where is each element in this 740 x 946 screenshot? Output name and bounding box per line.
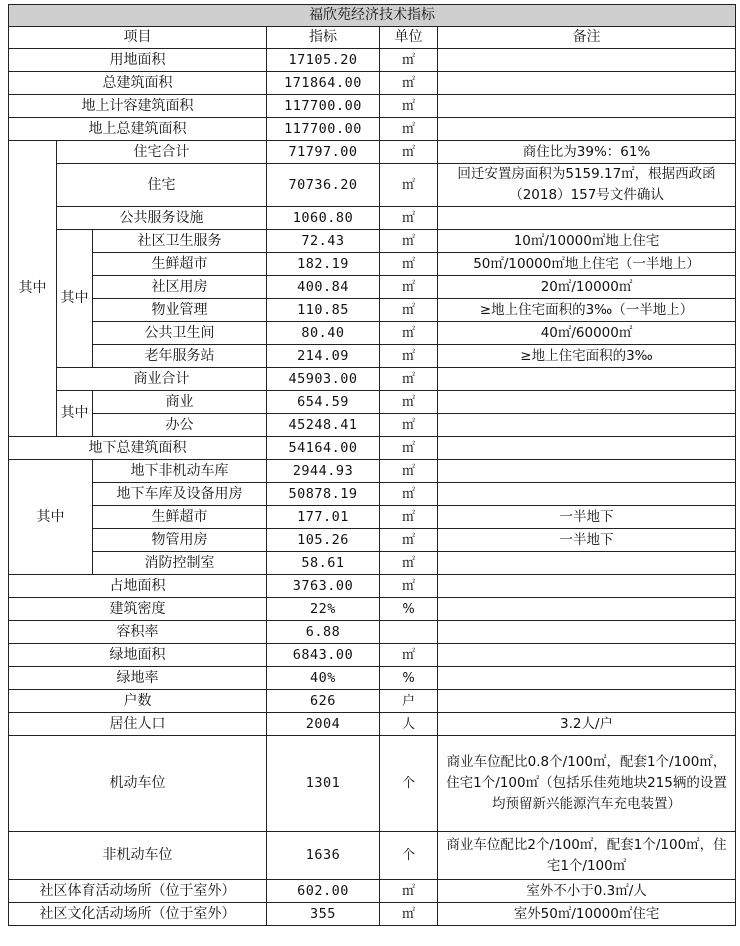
row-label: 住宅合计: [57, 141, 267, 164]
row-note: 20㎡/10000㎡: [438, 276, 736, 299]
row-value: 45248.41: [267, 414, 380, 437]
title-row: [9, 5, 736, 27]
row-value: 105.26: [267, 529, 380, 552]
row-label: 消防控制室: [93, 552, 267, 575]
table-row: [9, 253, 736, 276]
row-note: [438, 72, 736, 95]
row-value: 40%: [267, 667, 380, 690]
table-row: [9, 575, 736, 598]
table-row: [9, 903, 736, 926]
row-label: 办公: [93, 414, 267, 437]
table-row: [9, 552, 736, 575]
row-unit: ㎡: [380, 253, 438, 276]
table-row: [9, 391, 736, 414]
row-unit: ㎡: [380, 903, 438, 926]
row-label: 用地面积: [9, 49, 267, 72]
row-value: 3763.00: [267, 575, 380, 598]
row-value: 117700.00: [267, 95, 380, 118]
row-value: 22%: [267, 598, 380, 621]
row-note: 3.2人/户: [438, 713, 736, 736]
table-row: [9, 506, 736, 529]
table-row: [9, 118, 736, 141]
table-row: [9, 299, 736, 322]
row-value: 71797.00: [267, 141, 380, 164]
row-value: 654.59: [267, 391, 380, 414]
row-unit: ㎡: [380, 141, 438, 164]
row-label: 社区文化活动场所（位于室外）: [9, 903, 267, 926]
row-unit: %: [380, 667, 438, 690]
row-value: 177.01: [267, 506, 380, 529]
row-unit: ㎡: [380, 414, 438, 437]
row-unit: ㎡: [380, 644, 438, 667]
row-label: 绿地面积: [9, 644, 267, 667]
row-note: [438, 437, 736, 460]
table-row: [9, 621, 736, 644]
row-note: ≥地上住宅面积的3‰（一半地上）: [438, 299, 736, 322]
row-label: 老年服务站: [93, 345, 267, 368]
row-note: 40㎡/60000㎡: [438, 322, 736, 345]
row-value: 355: [267, 903, 380, 926]
row-label: 商业: [93, 391, 267, 414]
row-unit: ㎡: [380, 49, 438, 72]
row-note: 一半地下: [438, 506, 736, 529]
row-value: 6843.00: [267, 644, 380, 667]
group-label-public-service: 其中: [57, 230, 93, 368]
header-row: [9, 27, 736, 49]
row-value: 50878.19: [267, 483, 380, 506]
row-label: 住宅: [57, 164, 267, 207]
row-unit: ㎡: [380, 276, 438, 299]
row-value: 214.09: [267, 345, 380, 368]
row-label: 物业管理: [93, 299, 267, 322]
row-unit: 个: [380, 832, 438, 880]
table-row: [9, 345, 736, 368]
row-note: [438, 95, 736, 118]
row-note: 室外50㎡/10000㎡住宅: [438, 903, 736, 926]
row-unit: ㎡: [380, 437, 438, 460]
table-row: [9, 598, 736, 621]
row-label: 地上总建筑面积: [9, 118, 267, 141]
table-row: [9, 207, 736, 230]
row-value: 1301: [267, 736, 380, 832]
row-label: 物管用房: [93, 529, 267, 552]
row-note: 商业车位配比2个/100㎡，配套1个/100㎡，住宅1个/100㎡: [438, 832, 736, 880]
row-note: 一半地下: [438, 529, 736, 552]
row-label: 户数: [9, 690, 267, 713]
table-row: [9, 529, 736, 552]
row-label: 生鲜超市: [93, 506, 267, 529]
row-label: 非机动车位: [9, 832, 267, 880]
row-value: 72.43: [267, 230, 380, 253]
row-unit: ㎡: [380, 95, 438, 118]
row-label: 公共卫生间: [93, 322, 267, 345]
row-unit: ㎡: [380, 72, 438, 95]
table-row: [9, 276, 736, 299]
row-note: [438, 552, 736, 575]
row-label: 占地面积: [9, 575, 267, 598]
row-unit: ㎡: [380, 391, 438, 414]
group-label-underground: 其中: [9, 460, 93, 575]
row-note: [438, 391, 736, 414]
row-unit: ㎡: [380, 575, 438, 598]
row-unit: ㎡: [380, 506, 438, 529]
row-label: 生鲜超市: [93, 253, 267, 276]
row-unit: 个: [380, 736, 438, 832]
row-unit: 户: [380, 690, 438, 713]
row-unit: ㎡: [380, 368, 438, 391]
table-row: [9, 460, 736, 483]
row-note: 室外不小于0.3㎡/人: [438, 880, 736, 903]
row-note: [438, 49, 736, 72]
row-unit: ㎡: [380, 164, 438, 207]
row-label: 容积率: [9, 621, 267, 644]
row-value: 2944.93: [267, 460, 380, 483]
header-unit: 单位: [380, 27, 438, 49]
row-note: [438, 644, 736, 667]
row-unit: 人: [380, 713, 438, 736]
row-unit: ㎡: [380, 230, 438, 253]
header-item: 项目: [9, 27, 267, 49]
row-unit: ㎡: [380, 552, 438, 575]
row-value: 182.19: [267, 253, 380, 276]
row-note: [438, 483, 736, 506]
row-note: [438, 207, 736, 230]
row-note: 商住比为39%：61%: [438, 141, 736, 164]
row-label: 地下非机动车库: [93, 460, 267, 483]
row-note: 50㎡/10000㎡地上住宅（一半地上）: [438, 253, 736, 276]
row-note: [438, 460, 736, 483]
economic-indicators-table: [8, 4, 736, 926]
row-value: 171864.00: [267, 72, 380, 95]
row-note: 商业车位配比0.8个/100㎡，配套1个/100㎡，住宅1个/100㎡（包括乐佳苑地块215辆的设置均预留新兴能源汽车充电装置）: [438, 736, 736, 832]
row-note: [438, 575, 736, 598]
row-value: 45903.00: [267, 368, 380, 391]
row-note: [438, 690, 736, 713]
row-label: 社区用房: [93, 276, 267, 299]
row-value: 54164.00: [267, 437, 380, 460]
row-label: 地下车库及设备用房: [93, 483, 267, 506]
row-label: 社区卫生服务: [93, 230, 267, 253]
row-note: [438, 598, 736, 621]
row-label: 地下总建筑面积: [9, 437, 267, 460]
group-label-above-ground: 其中: [9, 141, 57, 437]
row-unit: ㎡: [380, 483, 438, 506]
table-title: 福欣苑经济技术指标: [9, 5, 736, 27]
table-row: [9, 832, 736, 880]
row-unit: ㎡: [380, 322, 438, 345]
row-unit: ㎡: [380, 460, 438, 483]
row-unit: %: [380, 598, 438, 621]
row-value: 80.40: [267, 322, 380, 345]
table-row: [9, 713, 736, 736]
table-row: [9, 95, 736, 118]
row-label: 商业合计: [57, 368, 267, 391]
row-label: 居住人口: [9, 713, 267, 736]
row-unit: [380, 621, 438, 644]
table-row: [9, 141, 736, 164]
table-row: [9, 880, 736, 903]
table-row: [9, 322, 736, 345]
row-note: 回迁安置房面积为5159.17㎡，根据西政函（2018）157号文件确认: [438, 164, 736, 207]
row-value: 1636: [267, 832, 380, 880]
row-value: 602.00: [267, 880, 380, 903]
table-row: [9, 230, 736, 253]
table-row: [9, 164, 736, 207]
row-value: 400.84: [267, 276, 380, 299]
row-value: 1060.80: [267, 207, 380, 230]
row-label: 总建筑面积: [9, 72, 267, 95]
row-note: [438, 621, 736, 644]
row-label: 社区体育活动场所（位于室外）: [9, 880, 267, 903]
row-value: 58.61: [267, 552, 380, 575]
table-row: [9, 483, 736, 506]
row-unit: ㎡: [380, 207, 438, 230]
row-unit: ㎡: [380, 529, 438, 552]
row-value: 2004: [267, 713, 380, 736]
table-row: [9, 690, 736, 713]
row-label: 建筑密度: [9, 598, 267, 621]
row-unit: ㎡: [380, 345, 438, 368]
row-note: ≥地上住宅面积的3‰: [438, 345, 736, 368]
row-label: 机动车位: [9, 736, 267, 832]
group-label-commercial: 其中: [57, 391, 93, 437]
row-note: [438, 368, 736, 391]
header-value: 指标: [267, 27, 380, 49]
table-row: [9, 72, 736, 95]
row-value: 70736.20: [267, 164, 380, 207]
table-row: [9, 736, 736, 832]
row-value: 117700.00: [267, 118, 380, 141]
row-value: 17105.20: [267, 49, 380, 72]
table-row: [9, 49, 736, 72]
row-value: 626: [267, 690, 380, 713]
row-note: [438, 667, 736, 690]
row-unit: ㎡: [380, 880, 438, 903]
row-value: 6.88: [267, 621, 380, 644]
table-row: [9, 414, 736, 437]
row-note: 10㎡/10000㎡地上住宅: [438, 230, 736, 253]
row-label: 绿地率: [9, 667, 267, 690]
table-row: [9, 437, 736, 460]
row-value: 110.85: [267, 299, 380, 322]
row-note: [438, 118, 736, 141]
row-unit: ㎡: [380, 299, 438, 322]
header-note: 备注: [438, 27, 736, 49]
table-row: [9, 667, 736, 690]
row-note: [438, 414, 736, 437]
row-unit: ㎡: [380, 118, 438, 141]
table-row: [9, 644, 736, 667]
row-label: 公共服务设施: [57, 207, 267, 230]
row-label: 地上计容建筑面积: [9, 95, 267, 118]
table-row: [9, 368, 736, 391]
